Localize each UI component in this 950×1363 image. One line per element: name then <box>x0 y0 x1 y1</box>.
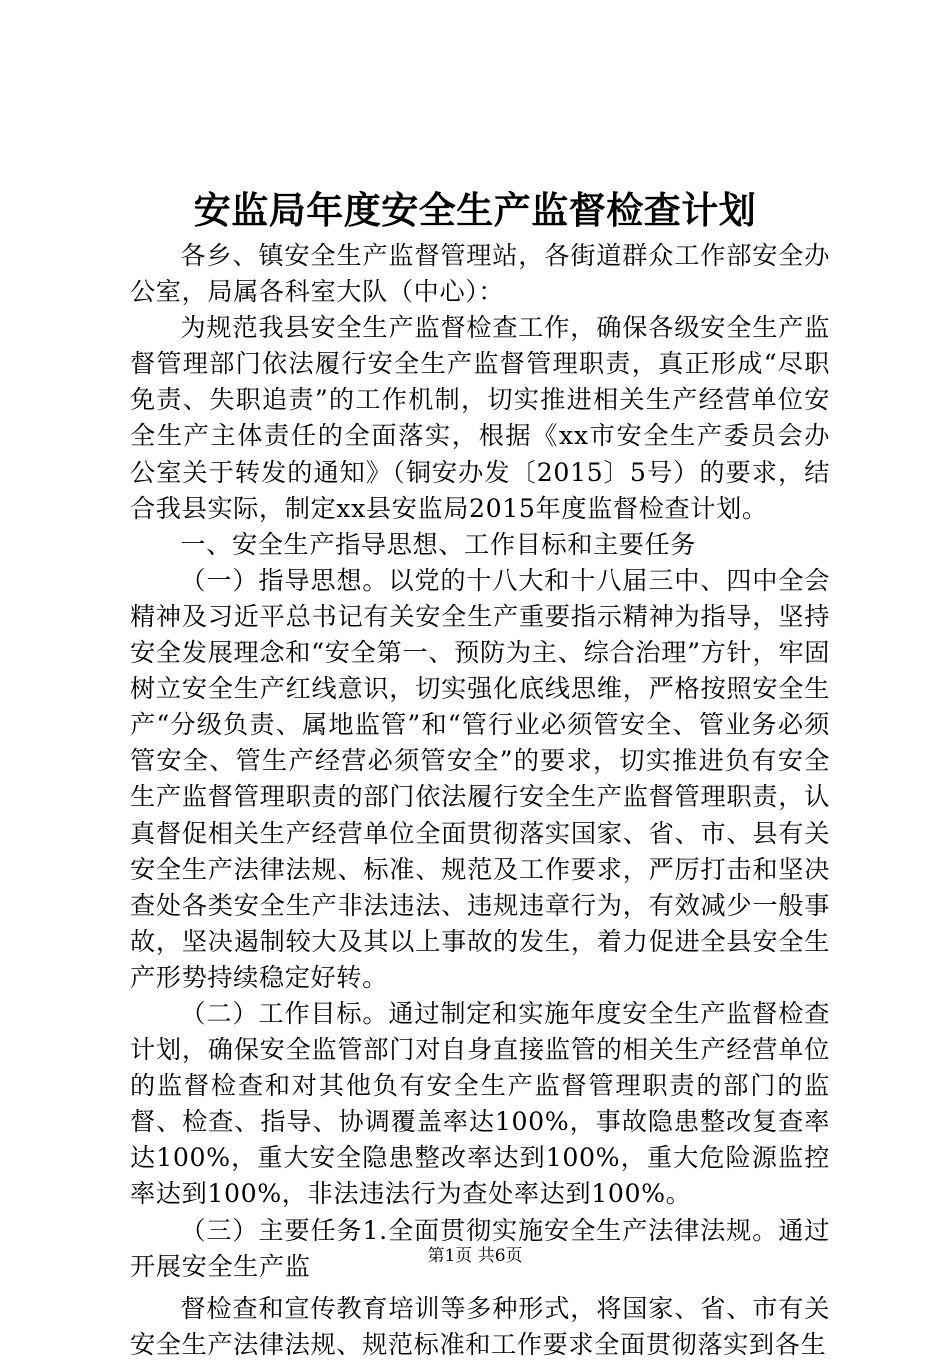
document-title: 安监局年度安全生产监督检查计划 <box>193 188 757 232</box>
section-heading: 一、安全生产指导思想、工作目标和主要任务 <box>180 529 697 559</box>
page-footer: 第1页 共6页 <box>427 1246 523 1266</box>
guiding-thought-paragraph: （一）指导思想。以党的十八大和十八届三中、四中全会精神及习近平总书记有关安全生产重要指示精神为指导，坚持安全发展理念和“安全第一、预防为主、综合治理”方针，牢固树立安全生产红线意识，切实强化底线思维，严格按照安全生产“分级负责、属地监管”和“管行业必须管安全、管业务必须管安全、管生产经营必须管安全”的要求，切实推进负有安全生产监督管理职责的部门依法履行安全生产监督管理职责，认真督促相关生产经营单位全面贯彻落实国家、省、市、县有关安全生产法律法规、标准、规范及工作要求，严厉打击和坚决查处各类安全生产非法违法、违规违章行为，有效减少一般事故，坚决遏制较大及其以上事故的发生，着力促进全县安全生产形势持续稳定好转。 <box>130 565 830 992</box>
intro-paragraph: 为规范我县安全生产监督检查工作，确保各级安全生产监督管理部门依法履行安全生产监督管理职责，真正形成“尽职免责、失职追责”的工作机制，切实推进相关生产经营单位安全生产主体责任的全面落实，根据《xx市安全生产委员会办公室关于转发的通知》（铜安办发〔2015〕5号）的要求，结合我县实际，制定xx县安监局2015年度监督检查计划。 <box>130 313 830 523</box>
salutation-paragraph: 各乡、镇安全生产监督管理站，各街道群众工作部安全办公室，局属各科室大队（中心）： <box>130 241 830 307</box>
continuation-paragraph: 督检查和宣传教育培训等多种形式，将国家、省、市有关安全生产法律法规、规范标准和工作要求全面贯彻落实到各生 <box>130 1293 830 1359</box>
work-goal-paragraph: （二）工作目标。通过制定和实施年度安全生产监督检查计划，确保安全监管部门对自身直接监管的相关生产经营单位的监督检查和对其他负有安全生产监督管理职责的部门的监督、检查、指导、协调覆盖率达100%，事故隐患整改复查率达100%，重大安全隐患整改率达到100%，重大危险源监控率达到100%，非法违法行为查处率达到100%。 <box>130 998 830 1209</box>
document-body <box>130 238 830 1363</box>
main-tasks-paragraph: （三）主要任务1.全面贯彻实施安全生产法律法规。通过开展安全生产监 <box>130 1215 830 1281</box>
